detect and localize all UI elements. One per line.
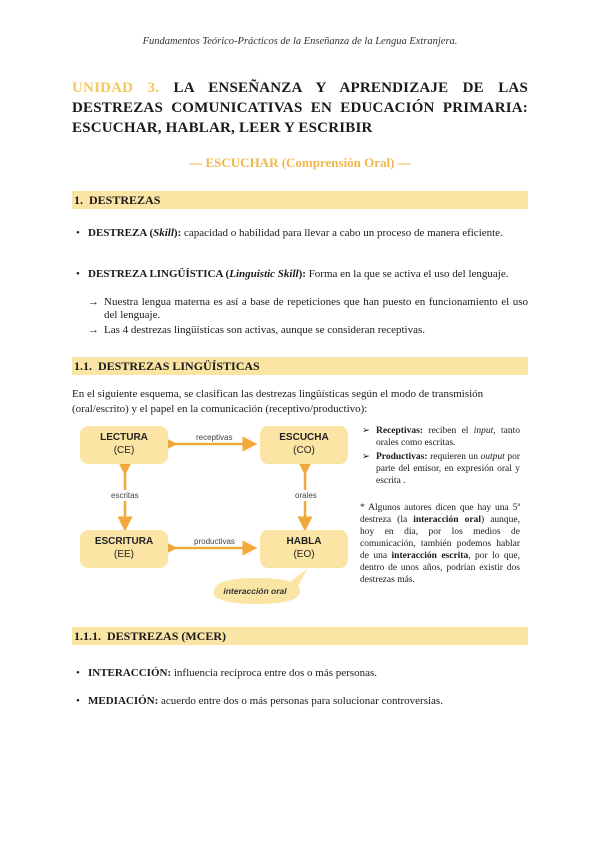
term-close: ): xyxy=(173,227,182,239)
label-escritas: escritas xyxy=(111,491,139,500)
bullet-icon: • xyxy=(76,695,80,707)
bullet-mediacion xyxy=(72,694,528,708)
bullet-destreza xyxy=(72,226,528,240)
label-receptivas: receptivas xyxy=(196,433,233,442)
bullet-interaccion xyxy=(72,666,528,680)
term-close: ): xyxy=(298,268,306,280)
section-title: DESTREZAS (MCER) xyxy=(107,629,227,643)
section-title: DESTREZAS xyxy=(89,193,161,207)
section-number: 1.1. xyxy=(74,359,92,373)
term-english: output xyxy=(480,452,505,462)
bullet-icon: • xyxy=(76,268,80,280)
definition: capacidad o habilidad para llevar a cabo un proceso de manera eficiente. xyxy=(181,227,503,239)
definition: influencia recíproca entre dos o más personas. xyxy=(171,667,377,679)
bullet-icon: • xyxy=(76,227,80,239)
node-escucha xyxy=(260,426,348,464)
term: DESTREZA ( xyxy=(88,227,154,239)
arrow-right-icon: → xyxy=(88,324,99,336)
title-text: LA ENSEÑANZA Y APRENDIZAJE DE LAS DESTREZAS COMUNICATIVAS EN EDUCACIÓN PRIMARIA: ESCUCHAR, HABLAR, LEER Y ESCRIBIR xyxy=(72,80,528,136)
arrowhead-bullet-icon: ➢ xyxy=(362,426,370,436)
node-abbr: (CO) xyxy=(293,445,315,456)
node-escritura xyxy=(80,530,168,568)
section-title: DESTREZAS LINGÜÍSTICAS xyxy=(98,359,260,373)
text: , por lo que, dentro de unos años, podrían existir dos destrezas más. xyxy=(360,551,521,585)
section-number: 1. xyxy=(74,193,83,207)
term: Receptivas: xyxy=(376,426,423,436)
section-subtitle: — ESCUCHAR (Comprensión Oral) — xyxy=(189,155,411,170)
node-name: LECTURA xyxy=(100,432,148,443)
term: Productivas: xyxy=(376,452,428,462)
term-english: Linguistic Skill xyxy=(229,268,299,280)
arrow-right-icon: → xyxy=(88,296,99,308)
section-heading-1-1 xyxy=(72,357,528,375)
arrowhead-bullet-icon: ➢ xyxy=(362,452,370,462)
node-abbr: (EE) xyxy=(114,549,134,560)
node-abbr: (CE) xyxy=(113,445,135,456)
section-heading-1-1-1 xyxy=(72,627,528,645)
text: ) aunque, hoy en día, por los medios de comunicación, también podemos hablar de una xyxy=(360,515,521,561)
emphasis: interacción escrita xyxy=(391,551,469,561)
node-name: ESCRITURA xyxy=(94,536,154,547)
unit-label: UNIDAD 3. xyxy=(72,80,160,96)
page-title xyxy=(72,78,528,138)
emphasis: interacción oral xyxy=(413,515,481,525)
arrow-point xyxy=(88,296,528,322)
text: requieren un xyxy=(427,452,481,462)
arrow-text: Las 4 destrezas lingüísticas son activas, aunque se consideran receptivas. xyxy=(104,324,426,336)
side-productivas xyxy=(362,451,520,487)
term-english: Skill xyxy=(153,227,174,239)
definition: Forma en la que se activa el uso del lenguaje. xyxy=(305,268,509,280)
text: * Algunos autores dicen que hay una 5ª destreza (la xyxy=(360,503,520,525)
bullet-icon: • xyxy=(76,667,80,679)
section-heading-1 xyxy=(72,191,528,209)
term-english: input xyxy=(473,426,494,436)
running-header: Fundamentos Teórico-Prácticos de la Enseñanza de la Lengua Extranjera. xyxy=(142,36,458,47)
arrow-text: Nuestra lengua materna es así a base de repeticiones que han puesto en funcionamiento el uso del lenguaje. xyxy=(104,296,528,321)
node-lectura xyxy=(80,426,168,464)
node-name: HABLA xyxy=(286,536,322,547)
arrow-point xyxy=(88,324,528,337)
term: DESTREZA LINGÜÍSTICA ( xyxy=(88,268,230,280)
footnote xyxy=(360,502,520,586)
node-abbr: (EO) xyxy=(293,549,315,560)
bubble-interaccion-oral: interacción oral xyxy=(223,586,287,596)
node-name: ESCUCHA xyxy=(279,432,329,443)
bullet-destreza-linguistica xyxy=(72,267,528,281)
text: , tanto orales como escritas. xyxy=(376,426,520,448)
label-orales: orales xyxy=(295,491,317,500)
label-productivas: productivas xyxy=(194,537,235,546)
text: reciben el xyxy=(422,426,474,436)
node-habla xyxy=(260,530,348,568)
text: por parte del emisor, en expresión oral y escrita . xyxy=(376,452,520,486)
term: MEDIACIÓN: xyxy=(88,695,159,707)
side-receptivas xyxy=(362,425,520,449)
section-number: 1.1.1. xyxy=(74,629,101,643)
term: INTERACCIÓN: xyxy=(88,667,172,679)
skills-diagram xyxy=(72,418,364,608)
intro-paragraph: En el siguiente esquema, se clasifican las destrezas lingüísticas según el modo de transmisión (oral/escrito) y el papel en la comunicación (receptivo/productivo): xyxy=(72,388,484,415)
definition: acuerdo entre dos o más personas para solucionar controversias. xyxy=(158,695,443,707)
